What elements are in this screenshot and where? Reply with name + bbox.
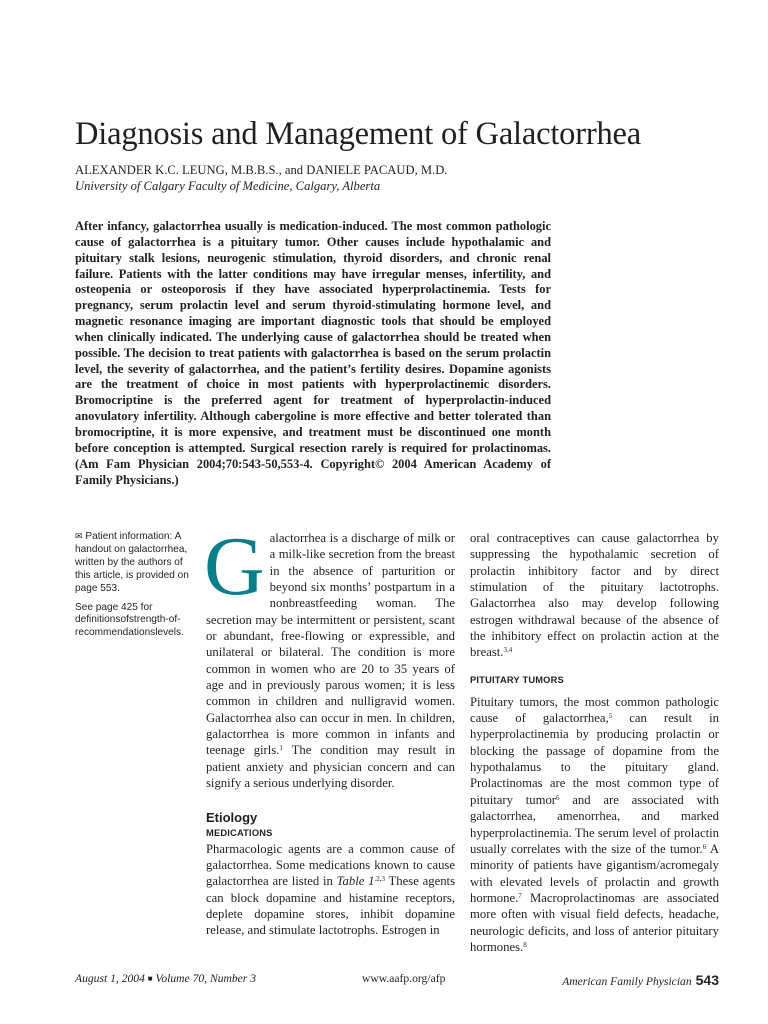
intro-text: alactorrhea is a discharge of milk or a milk-like secretion from the breast in the absence of parturition or beyond six months’ postpartum in a nonbreastfeeding woman. The secretion may be intermittent or persistent, scant or abundant, free-flowing or expressible, and unilateral or bilateral. The condition is more common in women who are 20 to 35 years of age and in previously parous women; it is less common in children and nulligravid women. Galactorrhea also can occur in men. In children, galactorrhea is more common in infants and teenage girls. <box>206 531 455 758</box>
intro-text-continued: The condition may result in patient anxiety and physician concern and can signify a serious underlying disorder. <box>206 743 455 791</box>
footer-url: www.aafp.org/afp <box>362 972 446 985</box>
medications-paragraph <box>206 841 455 939</box>
pituitary-text: can result in hyperprolactinemia by producing prolactin or blocking the passage of dopamine from the hypothalamus to the pituitary gland. Prolactinomas are the most common type of pituitary tumor <box>470 711 719 807</box>
footer-date: August 1, 2004 <box>75 972 145 985</box>
pituitary-text: and are associated with galactorrhea, amenorrhea, and marked hyperprolactinemia. The serum level of prolactin usually correlates with the size of the tumor. <box>470 792 719 856</box>
reference-superscript: 5 <box>608 712 613 721</box>
body-column-2 <box>470 530 719 955</box>
footer-journal <box>562 972 719 988</box>
patient-info-note <box>75 530 195 596</box>
page-number: 543 <box>695 972 719 988</box>
footer-journal-name: American Family Physician <box>562 975 692 988</box>
affiliation: University of Calgary Faculty of Medicine, Calgary, Alberta <box>75 179 381 193</box>
pituitary-text: Pituitary tumors, the most common pathologic cause of galactorrhea, <box>470 694 719 726</box>
reference-superscript: 8 <box>523 940 527 949</box>
reference-superscript: .2,3 <box>374 875 385 884</box>
medications-text-continued: These agents can block dopamine and histamine receptors, deplete dopamine stores, inhibit dopamine release, and stimulate lactotrophs. Estrogen in <box>206 874 456 938</box>
subheading-medications: MEDICATIONS <box>206 827 273 838</box>
drop-cap: G <box>204 520 265 613</box>
patient-info-text: Patient information: A handout on galactorrhea, written by the authors of this article, is provided on page 553. <box>75 531 189 594</box>
subheading-pituitary-tumors: PITUITARY TUMORS <box>470 674 564 685</box>
body-column-1 <box>204 520 456 939</box>
medications-paragraph-continued <box>470 530 719 661</box>
medications-text: Pharmacologic agents are a common cause of galactorrhea. Some medications known to cause galactorrhea are listed in <box>206 841 455 889</box>
table-reference: Table 1 <box>336 874 375 889</box>
reference-superscript: 7 <box>518 891 522 900</box>
section-heading-etiology: Etiology <box>206 809 258 825</box>
sidebar-notes <box>75 530 195 646</box>
intro-paragraph <box>204 520 455 792</box>
pituitary-text: A minority of patients have gigantism/acromegaly with elevated levels of prolactin and growth hormone. <box>470 841 719 905</box>
footer-issue <box>75 972 256 985</box>
strength-of-recommendation-note: See page 425 for definitionsofstrength-of-recommendationslevels. <box>75 601 184 639</box>
pituitary-paragraph <box>470 694 719 956</box>
article-title: Diagnosis and Management of Galactorrhea <box>75 116 641 152</box>
footer-bullet: ■ <box>147 974 153 983</box>
reference-superscript: 1 <box>279 744 283 753</box>
pituitary-text: Macroprolactinomas are associated more often with visual field defects, headache, neurologic deficits, and loss of anterior pituitary hormones. <box>470 890 719 954</box>
abstract: After infancy, galactorrhea usually is medication-induced. The most common pathologic cause of galactorrhea is a pituitary tumor. Other causes include hypothalamic and pituitary stalk lesions, neurogenic stimulation, thyroid disorders, and chronic renal failure. Patients with the latter conditions may have irregular menses, infertility, and osteopenia or osteoporosis if they have associated hyperprolactinemia. Tests for pregnancy, serum prolactin level and serum thyroid-stimulating hormone level, and magnetic resonance imaging are important diagnostic tools that should be employed when clinically indicated. The underlying cause of galactorrhea should be treated when possible. The decision to treat patients with galactorrhea is based on the serum prolactin level, the severity of galactorrhea, and the patient’s fertility desires. Dopamine agonists are the treatment of choice in most patients with hyperprolactinemic disorders. Bromocriptine is the preferred agent for treatment of hyperprolactin-induced anovulatory infertility. Although cabergoline is more effective and better tolerated than bromocriptine, it is more expensive, and treatment must be discontinued one month before conception is attempted. Surgical resection rarely is required for prolactinomas. (Am Fam Physician 2004;70:543-50,553-4. Copyright© 2004 American Academy of Family Physicians.) <box>75 219 551 487</box>
envelope-icon: ✉ <box>75 531 83 541</box>
reference-superscript: 3,4 <box>503 646 513 655</box>
reference-superscript: 6 <box>702 842 707 851</box>
medications-text-tail: oral contraceptives can cause galactorrhea by suppressing the hypothalamic secretion of prolactin inhibitory factor and by direct stimulation of the pituitary lactotrophs. Galactorrhea also may develop following estrogen withdrawal because of the absence of the inhibitory effect on prolactin action at the breast. <box>470 531 719 660</box>
author-list: ALEXANDER K.C. LEUNG, M.B.B.S., and DANIELE PACAUD, M.D. <box>75 163 448 177</box>
footer-volume: Volume 70, Number 3 <box>155 972 257 985</box>
reference-superscript: 6 <box>556 793 560 802</box>
